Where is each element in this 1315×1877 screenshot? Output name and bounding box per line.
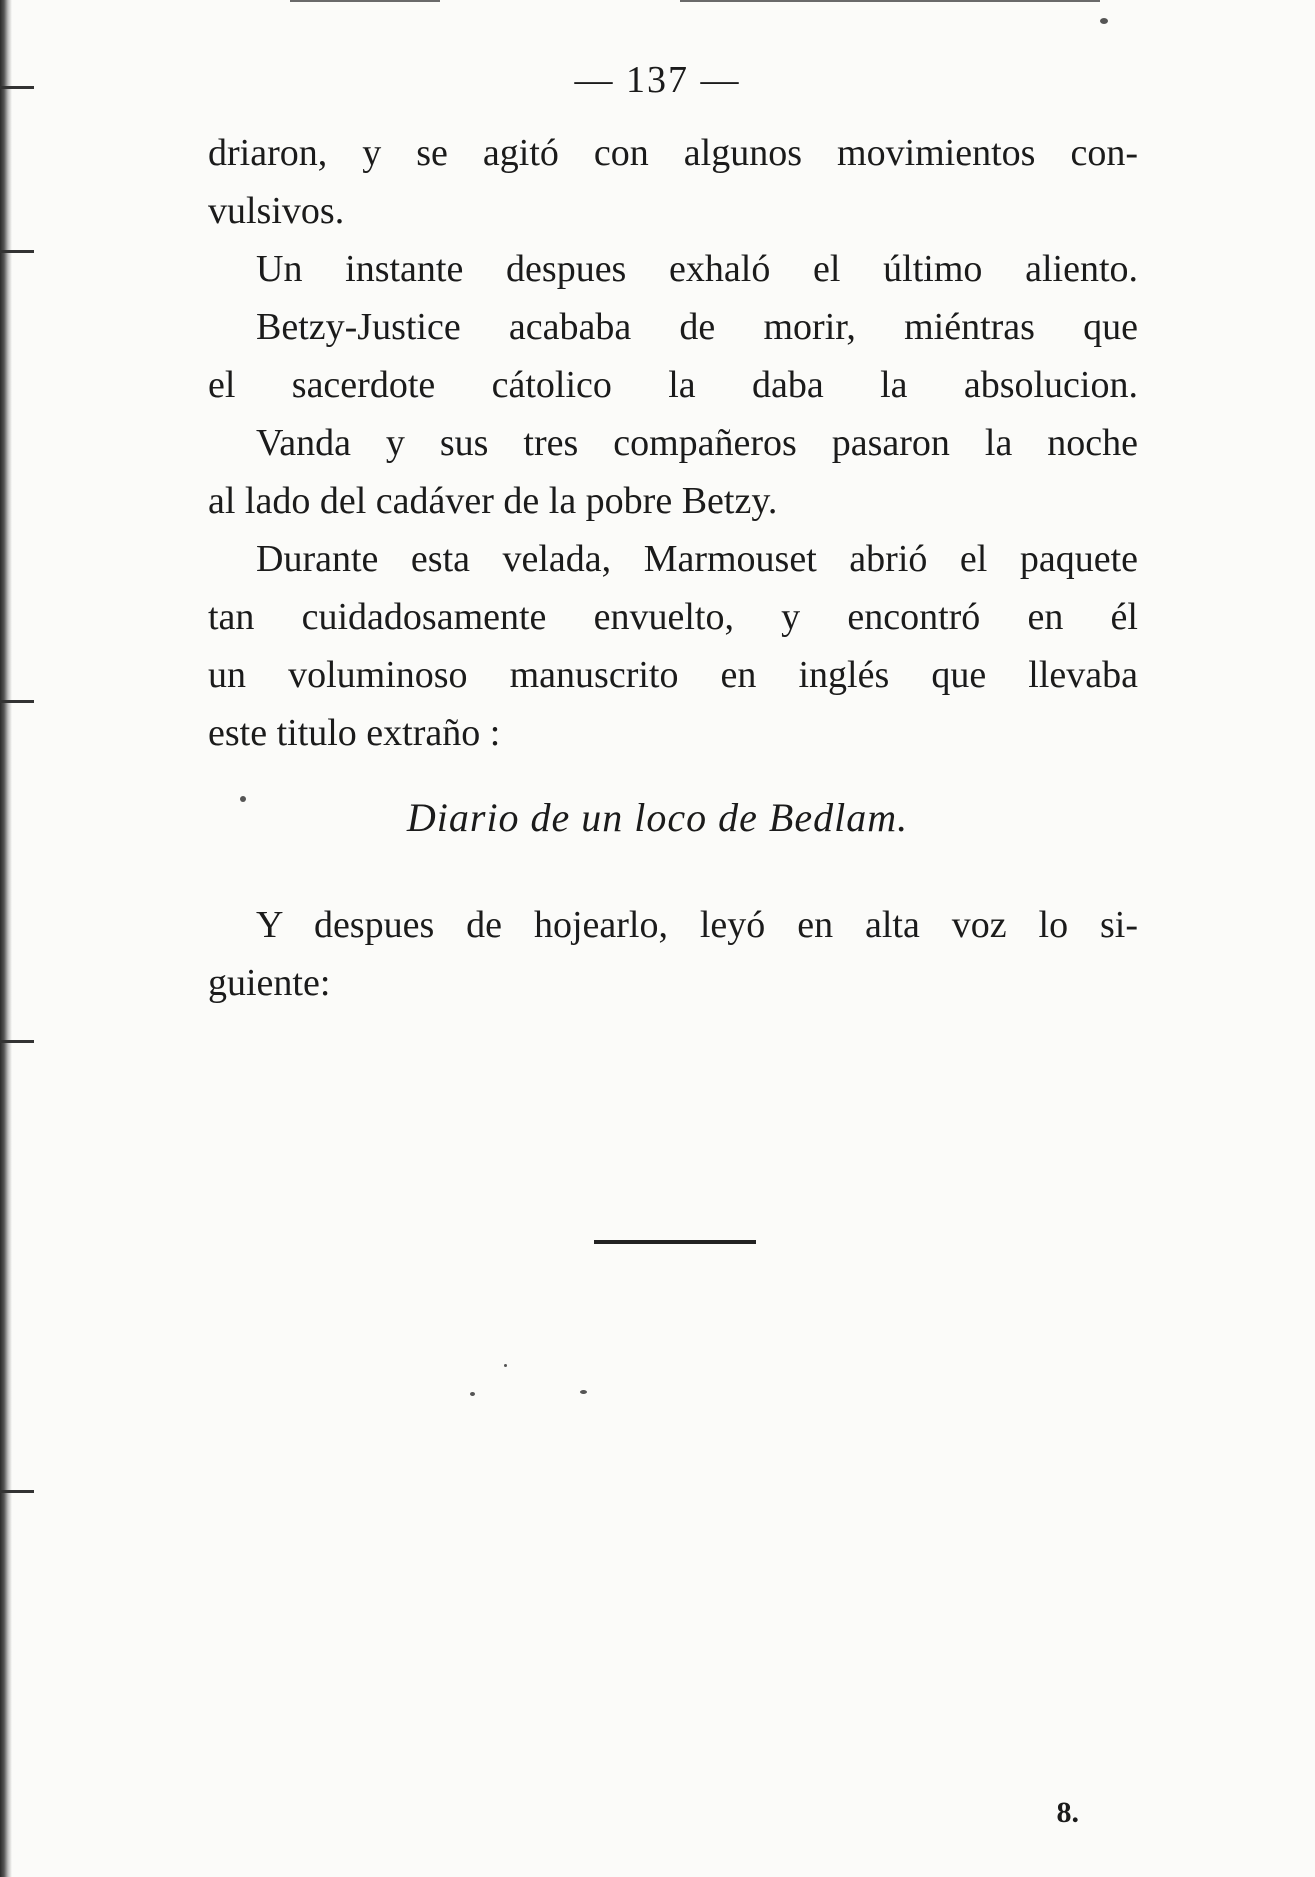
binding-mark xyxy=(0,700,34,703)
manuscript-title: Diario de un loco de Bedlam. xyxy=(406,795,909,840)
text-line: Y despues de hojearlo, leyó en alta voz lo si- xyxy=(256,904,1138,946)
text-line: Durante esta velada, Marmouset abrió el paquete xyxy=(256,538,1138,580)
page-number: — 137 — xyxy=(574,59,741,101)
top-edge-rule xyxy=(680,0,1100,2)
binding-mark xyxy=(0,250,34,253)
text-line: un voluminoso manuscrito en inglés que llevaba xyxy=(208,654,1138,696)
binding-mark xyxy=(0,1040,34,1043)
binding-edge xyxy=(0,0,12,1877)
paragraph xyxy=(208,530,1138,762)
scan-speck xyxy=(504,1364,507,1367)
paragraph xyxy=(208,414,1138,530)
binding-mark xyxy=(0,1490,34,1493)
text-line: driaron, y se agitó con algunos movimientos con- xyxy=(208,132,1138,174)
text-line: guiente: xyxy=(208,962,331,1004)
section-divider xyxy=(594,1240,756,1244)
text-line: Vanda y sus tres compañeros pasaron la noche xyxy=(256,422,1138,464)
paragraph xyxy=(208,124,1138,240)
scan-speck xyxy=(580,1390,587,1394)
signature-mark: 8. xyxy=(1056,1796,1079,1829)
paragraph xyxy=(208,896,1138,1012)
text-line: vulsivos. xyxy=(208,190,345,232)
paragraph xyxy=(208,240,1138,298)
scan-speck xyxy=(240,796,246,802)
text-line: Betzy-Justice acababa de morir, miéntras que xyxy=(256,306,1138,348)
top-edge-rule xyxy=(290,0,440,2)
closing-text xyxy=(208,896,1138,1012)
scan-speck xyxy=(470,1392,475,1396)
text-line: Un instante despues exhaló el último aliento. xyxy=(256,248,1138,290)
text-line: este titulo extraño : xyxy=(208,712,501,754)
text-line: tan cuidadosamente envuelto, y encontró en él xyxy=(208,596,1138,638)
body-text xyxy=(208,124,1138,762)
text-line: al lado del cadáver de la pobre Betzy. xyxy=(208,480,778,522)
scan-speck xyxy=(1100,18,1108,24)
paragraph xyxy=(208,298,1138,414)
text-line: el sacerdote cátolico la daba la absolucion. xyxy=(208,364,1138,406)
